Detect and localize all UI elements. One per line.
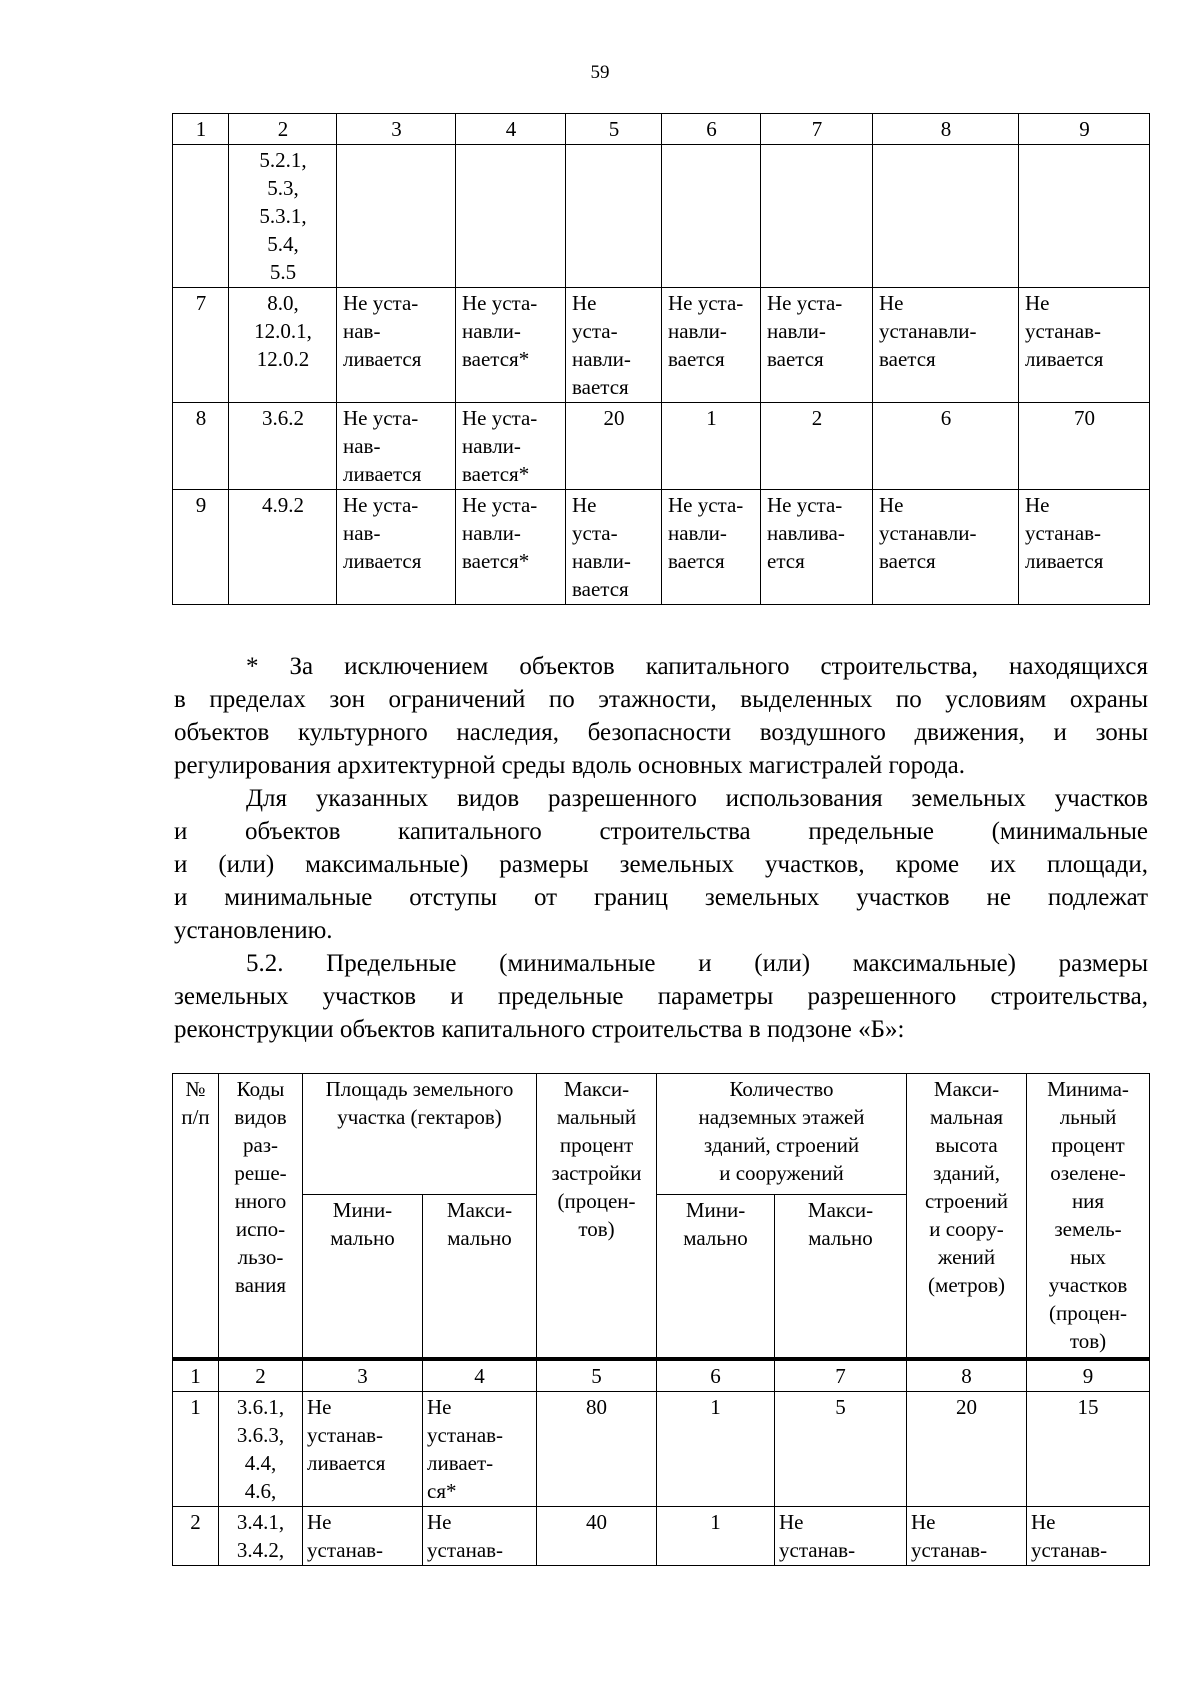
cell: Не уста- нав- ливается [337, 403, 456, 490]
paragraph-line: и минимальные отступы от границ земельных участков не подлежат [174, 884, 1148, 911]
cell [873, 145, 1019, 288]
table-row [173, 403, 1150, 490]
cell [566, 145, 662, 288]
table-row [173, 288, 1150, 403]
paragraph-line: и (или) максимальные) размеры земельных участков, кроме их площади, [174, 851, 1148, 878]
column-number: 8 [873, 114, 1019, 145]
table-header-row [173, 1074, 1150, 1195]
column-number: 9 [1027, 1359, 1150, 1392]
cell: Не устанав- [303, 1507, 423, 1566]
cell: Не устанав- [775, 1507, 907, 1566]
cell: Не устанав- [1027, 1507, 1150, 1566]
cell [662, 145, 761, 288]
row-number: 1 [173, 1392, 219, 1507]
codes-cell: 3.6.2 [229, 403, 337, 490]
cell: Не уста- навли- вается [761, 288, 873, 403]
cell: Не устанавли- вается [873, 288, 1019, 403]
header-cell-max-height: Макси- мальная высота зданий, строений и соору- жений (метров) [907, 1074, 1027, 1360]
cell: 5 [775, 1392, 907, 1507]
table-header-row [173, 114, 1150, 145]
cell: Не уста- навли- вается [662, 288, 761, 403]
section-heading-line: реконструкции объектов капитального строительства в подзоне «Б»: [174, 1016, 905, 1043]
header-cell-codes: Коды видов раз- реше- нного испо- льзо- вания [219, 1074, 303, 1360]
codes-cell: 8.0, 12.0.1, 12.0.2 [229, 288, 337, 403]
table-row [173, 1392, 1150, 1507]
cell: 2 [761, 403, 873, 490]
cell: Не уста- навли- вается [566, 490, 662, 605]
cell: 20 [907, 1392, 1027, 1507]
column-number: 1 [173, 114, 229, 145]
cell [337, 145, 456, 288]
cell: Не устанав- ливает- ся* [423, 1392, 537, 1507]
cell [761, 145, 873, 288]
column-number: 9 [1019, 114, 1150, 145]
cell: Не устанав- [907, 1507, 1027, 1566]
row-number [173, 145, 229, 288]
column-number: 5 [537, 1359, 657, 1392]
cell: 1 [657, 1507, 775, 1566]
table-continuation [172, 113, 1150, 605]
page-number: 59 [590, 62, 610, 83]
footnote-line: объектов культурного наследия, безопасности воздушного движения, и зоны [174, 719, 1148, 746]
cell: Не устанавли- вается [873, 490, 1019, 605]
column-number: 4 [423, 1359, 537, 1392]
cell: 6 [873, 403, 1019, 490]
section-heading-line: земельных участков и предельные параметры разрешенного строительства, [174, 983, 1148, 1010]
codes-cell: 5.2.1, 5.3, 5.3.1, 5.4, 5.5 [229, 145, 337, 288]
cell: 1 [662, 403, 761, 490]
table-row [173, 490, 1150, 605]
table-row [173, 145, 1150, 288]
column-number: 7 [761, 114, 873, 145]
footnote-line: * За исключением объектов капитального строительства, находящихся [246, 653, 1148, 680]
cell: Не уста- навли- вается [662, 490, 761, 605]
header-cell-floors-min: Мини- мально [657, 1195, 775, 1360]
column-number: 1 [173, 1359, 219, 1392]
column-number: 6 [657, 1359, 775, 1392]
column-numbers-row [173, 1359, 1150, 1392]
parameters-table [172, 1073, 1150, 1566]
cell: Не устанав- ливается [303, 1392, 423, 1507]
cell: Не устанав- [423, 1507, 537, 1566]
cell: 40 [537, 1507, 657, 1566]
header-cell-area-max: Макси- мально [423, 1195, 537, 1360]
header-cell-area: Площадь земельного участка (гектаров) [303, 1074, 537, 1195]
row-number: 8 [173, 403, 229, 490]
paragraph-line: Для указанных видов разрешенного использования земельных участков [246, 785, 1148, 812]
column-number: 3 [303, 1359, 423, 1392]
column-number: 3 [337, 114, 456, 145]
column-number: 6 [662, 114, 761, 145]
header-cell-max-percent: Макси- мальный процент застройки (процен- тов) [537, 1074, 657, 1360]
codes-cell: 4.9.2 [229, 490, 337, 605]
header-cell-number: № п/п [173, 1074, 219, 1360]
cell: 1 [657, 1392, 775, 1507]
cell: 80 [537, 1392, 657, 1507]
cell [1019, 145, 1150, 288]
cell: Не уста- нав- ливается [337, 490, 456, 605]
cell: Не уста- нав- ливается [337, 288, 456, 403]
row-number: 9 [173, 490, 229, 605]
column-number: 8 [907, 1359, 1027, 1392]
header-cell-floors-max: Макси- мально [775, 1195, 907, 1360]
cell: Не уста- навли- вается* [456, 490, 566, 605]
cell: 20 [566, 403, 662, 490]
cell: 70 [1019, 403, 1150, 490]
column-number: 2 [219, 1359, 303, 1392]
paragraph-line: установлению. [174, 917, 333, 944]
header-cell-min-green: Минима- льный процент озелене- ния земель- ных участков (процен- тов) [1027, 1074, 1150, 1360]
codes-cell: 3.6.1, 3.6.3, 4.4, 4.6, [219, 1392, 303, 1507]
cell: Не устанав- ливается [1019, 490, 1150, 605]
header-cell-floors: Количество надземных этажей зданий, строений и сооружений [657, 1074, 907, 1195]
section-heading-line: 5.2. Предельные (минимальные и (или) максимальные) размеры [246, 950, 1148, 977]
column-number: 2 [229, 114, 337, 145]
header-cell-area-min: Мини- мально [303, 1195, 423, 1360]
cell: 15 [1027, 1392, 1150, 1507]
cell: Не уста- навлива- ется [761, 490, 873, 605]
column-number: 5 [566, 114, 662, 145]
cell: Не устанав- ливается [1019, 288, 1150, 403]
table-row [173, 1507, 1150, 1566]
row-number: 7 [173, 288, 229, 403]
column-number: 7 [775, 1359, 907, 1392]
footnote-line: регулирования архитектурной среды вдоль основных магистралей города. [174, 752, 965, 779]
column-number: 4 [456, 114, 566, 145]
cell: Не уста- навли- вается* [456, 403, 566, 490]
body-text [174, 650, 1148, 1046]
paragraph-line: и объектов капитального строительства предельные (минимальные [174, 818, 1148, 845]
codes-cell: 3.4.1, 3.4.2, [219, 1507, 303, 1566]
footnote-line: в пределах зон ограничений по этажности, выделенных по условиям охраны [174, 686, 1148, 713]
cell: Не уста- навли- вается* [456, 288, 566, 403]
row-number: 2 [173, 1507, 219, 1566]
cell [456, 145, 566, 288]
cell: Не уста- навли- вается [566, 288, 662, 403]
